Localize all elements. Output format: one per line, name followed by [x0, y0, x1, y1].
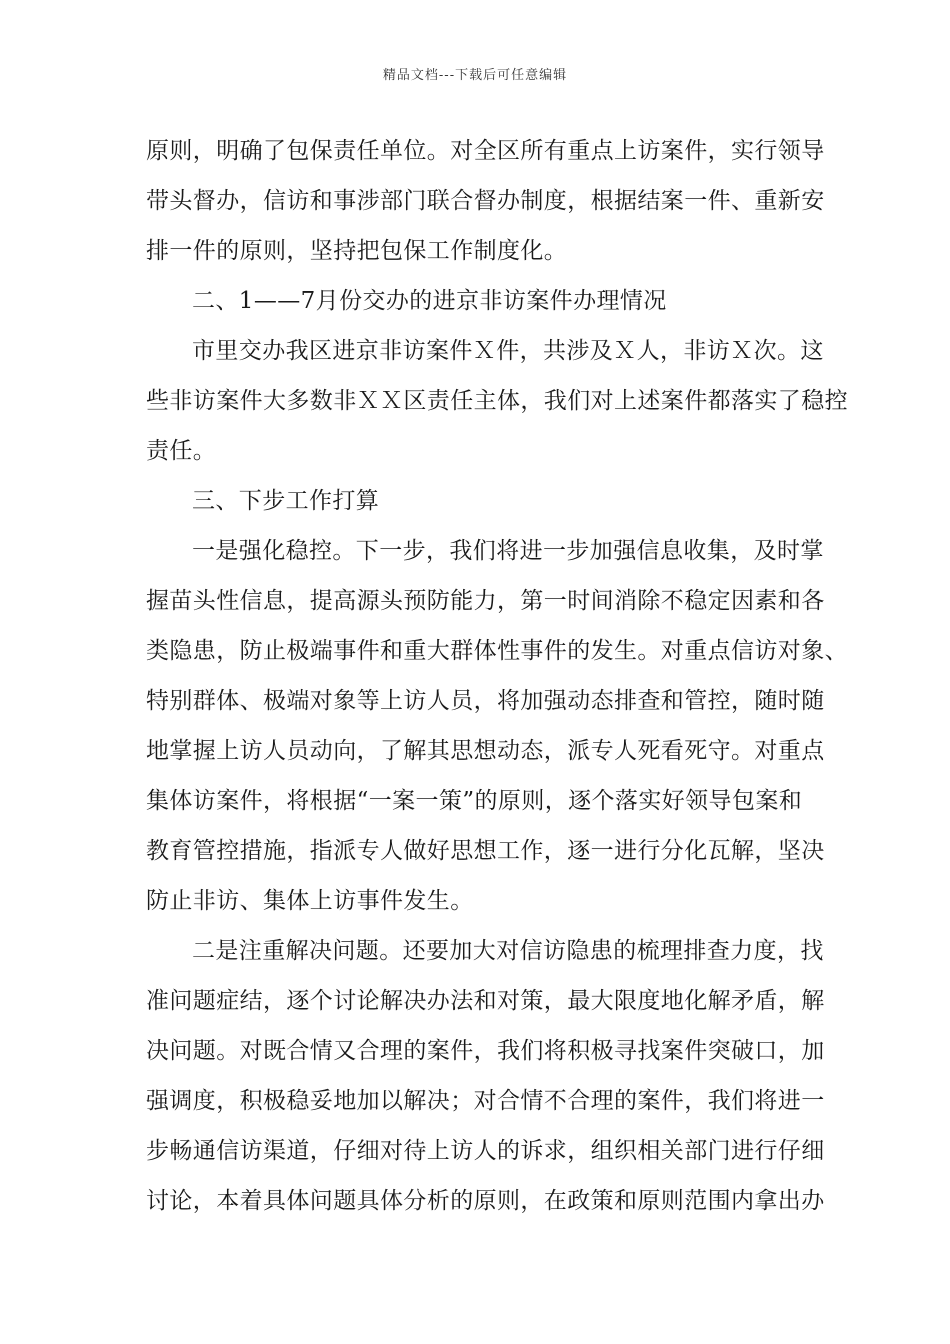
text-line: 集体访案件，将根据“一案一策”的原则，逐个落实好领导包案和: [146, 788, 803, 814]
text-line: 地掌握上访人员动向，了解其思想动态，派专人死看死守。对重点: [146, 738, 825, 764]
section-heading-3: 三、下步工作打算: [192, 488, 380, 514]
text-line: 市里交办我区进京非访案件Ｘ件，共涉及Ｘ人，非访Ｘ次。这: [192, 338, 824, 364]
text-line: 步畅通信访渠道，仔细对待上访人的诉求，组织相关部门进行仔细: [146, 1138, 825, 1164]
text-line: 二是注重解决问题。还要加大对信访隐患的梳理排查力度，找: [192, 938, 824, 964]
text-line: 强调度，积极稳妥地加以解决；对合情不合理的案件，我们将进一: [146, 1088, 825, 1114]
text-line: 特别群体、极端对象等上访人员，将加强动态排查和管控，随时随: [146, 688, 825, 714]
document-body: [146, 126, 848, 1226]
text-line: 排一件的原则，坚持把包保工作制度化。: [146, 238, 568, 264]
text-line: 一是强化稳控。下一步，我们将进一步加强信息收集，及时掌: [192, 538, 824, 564]
text-line: 类隐患，防止极端事件和重大群体性事件的发生。对重点信访对象、: [146, 638, 848, 664]
text-line: 责任。: [146, 438, 217, 464]
section-heading-2: 二、1——7月份交办的进京非访案件办理情况: [192, 288, 667, 314]
text-line: 讨论，本着具体问题具体分析的原则，在政策和原则范围内拿出办: [146, 1188, 825, 1214]
text-line: 带头督办，信访和事涉部门联合督办制度，根据结案一件、重新安: [146, 188, 825, 214]
text-line: 教育管控措施，指派专人做好思想工作，逐一进行分化瓦解，坚决: [146, 838, 825, 864]
text-line: 防止非访、集体上访事件发生。: [146, 888, 474, 914]
text-line: 些非访案件大多数非ＸＸ区责任主体，我们对上述案件都落实了稳控: [146, 388, 848, 414]
text-line: 握苗头性信息，提高源头预防能力，第一时间消除不稳定因素和各: [146, 588, 825, 614]
text-line: 准问题症结，逐个讨论解决办法和对策，最大限度地化解矛盾，解: [146, 988, 825, 1014]
text-line: 决问题。对既合情又合理的案件，我们将积极寻找案件突破口，加: [146, 1038, 825, 1064]
text-line: 原则，明确了包保责任单位。对全区所有重点上访案件，实行领导: [146, 138, 825, 164]
page-header: 精品文档---下载后可任意编辑: [382, 68, 568, 83]
